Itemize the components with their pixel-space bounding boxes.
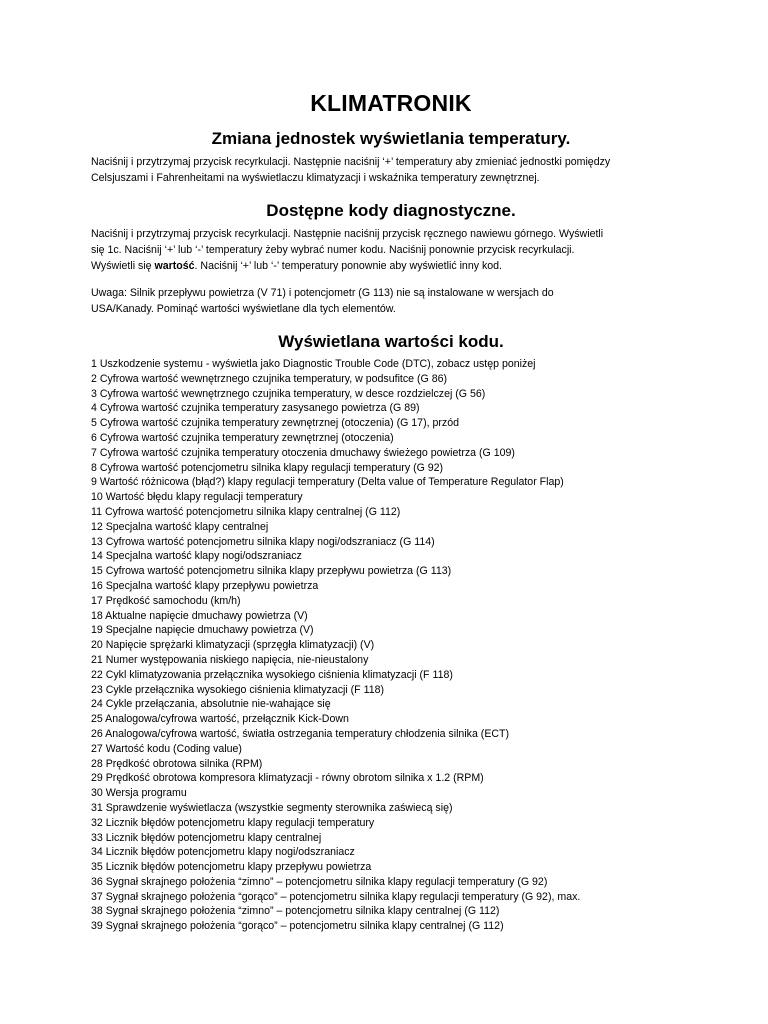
code-list-item: 35 Licznik błędów potencjometru klapy przepływu powietrza bbox=[91, 861, 372, 874]
paragraph-units bbox=[91, 154, 691, 186]
paragraph-diagnostic-line1: Naciśnij i przytrzymaj przycisk recyrkulacji. Następnie naciśnij przycisk ręcznego nawiewu górnego. Wyświetli bbox=[91, 228, 604, 240]
code-list-item: 31 Sprawdzenie wyświetlacza (wszystkie segmenty sterownika zaświecą się) bbox=[91, 801, 453, 814]
section-heading-codes: Wyświetlana wartości kodu. bbox=[278, 332, 504, 351]
code-list-item: 13 Cyfrowa wartość potencjometru silnika klapy nogi/odszraniacz (G 114) bbox=[91, 535, 435, 548]
paragraph-units-line2: Celsjuszami i Fahrenheitami na wyświetlaczu klimatyzacji i wskaźnika temperatury zewnętrznej. bbox=[91, 172, 540, 184]
code-list-item: 28 Prędkość obrotowa silnika (RPM) bbox=[91, 757, 263, 770]
code-list-item: 9 Wartość różnicowa (błąd?) klapy regulacji temperatury (Delta value of Temperature Regulator Flap) bbox=[91, 476, 564, 489]
paragraph-units-line1: Naciśnij i przytrzymaj przycisk recyrkulacji. Następnie naciśnij ‘+’ temperatury aby zmieniać jednostki pomiędzy bbox=[91, 156, 611, 168]
code-list-item: 5 Cyfrowa wartość czujnika temperatury zewnętrznej (otoczenia) (G 17), przód bbox=[91, 417, 459, 430]
code-list-item: 7 Cyfrowa wartość czujnika temperatury otoczenia dmuchawy świeżego powietrza (G 109) bbox=[91, 446, 515, 459]
code-list-item: 25 Analogowa/cyfrowa wartość, przełącznik Kick-Down bbox=[91, 713, 349, 726]
note-paragraph bbox=[91, 285, 691, 317]
code-list-item: 30 Wersja programu bbox=[91, 787, 187, 800]
note-line1: Uwaga: Silnik przepływu powietrza (V 71) i potencjometr (G 113) nie są instalowane w wersjach do bbox=[91, 287, 554, 299]
code-list-item: 19 Specjalne napięcie dmuchawy powietrza (V) bbox=[91, 624, 314, 637]
code-list-item: 11 Cyfrowa wartość potencjometru silnika klapy centralnej (G 112) bbox=[91, 505, 401, 518]
document-title: KLIMATRONIK bbox=[310, 90, 472, 116]
code-list-item: 23 Cykle przełącznika wysokiego ciśnienia klimatyzacji (F 118) bbox=[91, 683, 385, 696]
code-list-item: 2 Cyfrowa wartość wewnętrznego czujnika temperatury, w podsufitce (G 86) bbox=[91, 372, 448, 385]
paragraph-diagnostic-line3-bold: wartość bbox=[154, 260, 195, 272]
code-list-item: 33 Licznik błędów potencjometru klapy centralnej bbox=[91, 831, 322, 844]
code-list-item: 15 Cyfrowa wartość potencjometru silnika klapy przepływu powietrza (G 113) bbox=[91, 565, 452, 578]
code-list-item: 37 Sygnał skrajnego położenia “gorąco” – potencjometru silnika klapy regulacji temperatury (G 92), max. bbox=[91, 890, 581, 903]
note-line2: USA/Kanady. Pominąć wartości wyświetlane dla tych elementów. bbox=[91, 303, 396, 315]
code-list-item: 4 Cyfrowa wartość czujnika temperatury zasysanego powietrza (G 89) bbox=[91, 402, 420, 415]
code-list-item: 24 Cykle przełączania, absolutnie nie-wahające się bbox=[91, 698, 331, 711]
paragraph-diagnostic-line3-post: . Naciśnij ‘+’ lub ‘-’ temperatury ponownie aby wyświetlić inny kod. bbox=[194, 260, 502, 272]
code-list-item: 38 Sygnał skrajnego położenia “zimno” – potencjometru silnika klapy centralnej (G 112) bbox=[91, 905, 500, 918]
code-list-item: 3 Cyfrowa wartość wewnętrznego czujnika temperatury, w desce rozdzielczej (G 56) bbox=[91, 387, 486, 400]
code-list-item: 12 Specjalna wartość klapy centralnej bbox=[91, 520, 269, 533]
code-list-item: 29 Prędkość obrotowa kompresora klimatyzacji - równy obrotom silnika x 1.2 (RPM) bbox=[91, 772, 484, 785]
section-heading-units: Zmiana jednostek wyświetlania temperatury. bbox=[211, 129, 571, 148]
code-list-item: 21 Numer występowania niskiego napięcia, nie-nieustalony bbox=[91, 653, 369, 666]
code-list-item: 39 Sygnał skrajnego położenia “gorąco” – potencjometru silnika klapy centralnej (G 112) bbox=[91, 920, 504, 933]
code-list bbox=[91, 357, 691, 934]
code-list-item: 22 Cykl klimatyzowania przełącznika wysokiego ciśnienia klimatyzacji (F 118) bbox=[91, 668, 453, 681]
code-list-item: 17 Prędkość samochodu (km/h) bbox=[91, 594, 241, 607]
code-list-item: 16 Specjalna wartość klapy przepływu powietrza bbox=[91, 579, 319, 592]
code-list-item: 36 Sygnał skrajnego położenia “zimno” – potencjometru silnika klapy regulacji temperatury (G 92) bbox=[91, 875, 548, 888]
code-list-item: 32 Licznik błędów potencjometru klapy regulacji temperatury bbox=[91, 816, 375, 829]
paragraph-diagnostic bbox=[91, 226, 691, 274]
code-list-item: 6 Cyfrowa wartość czujnika temperatury zewnętrznej (otoczenia) bbox=[91, 431, 394, 444]
paragraph-diagnostic-line3-pre: Wyświetli się bbox=[91, 260, 155, 272]
code-list-item: 14 Specjalna wartość klapy nogi/odszraniacz bbox=[91, 550, 302, 563]
code-list-item: 10 Wartość błędu klapy regulacji temperatury bbox=[91, 491, 303, 504]
code-list-item: 26 Analogowa/cyfrowa wartość, światła ostrzegania temperatury chłodzenia silnika (ECT) bbox=[91, 727, 510, 740]
code-list-item: 18 Aktualne napięcie dmuchawy powietrza (V) bbox=[91, 609, 308, 622]
paragraph-diagnostic-line2: się 1c. Naciśnij ‘+’ lub ‘-’ temperatury żeby wybrać numer kodu. Naciśnij ponownie przycisk recyrkulacji. bbox=[91, 244, 575, 256]
section-heading-diagnostic: Dostępne kody diagnostyczne. bbox=[266, 201, 516, 220]
document-page bbox=[91, 88, 691, 934]
code-list-item: 34 Licznik błędów potencjometru klapy nogi/odszraniacz bbox=[91, 846, 355, 859]
code-list-item: 8 Cyfrowa wartość potencjometru silnika klapy regulacji temperatury (G 92) bbox=[91, 461, 444, 474]
code-list-item: 1 Uszkodzenie systemu - wyświetla jako Diagnostic Trouble Code (DTC), zobacz ustęp poniżej bbox=[91, 358, 536, 370]
code-list-item: 27 Wartość kodu (Coding value) bbox=[91, 742, 242, 755]
code-list-item: 20 Napięcie sprężarki klimatyzacji (sprzęgła klimatyzacji) (V) bbox=[91, 639, 375, 652]
